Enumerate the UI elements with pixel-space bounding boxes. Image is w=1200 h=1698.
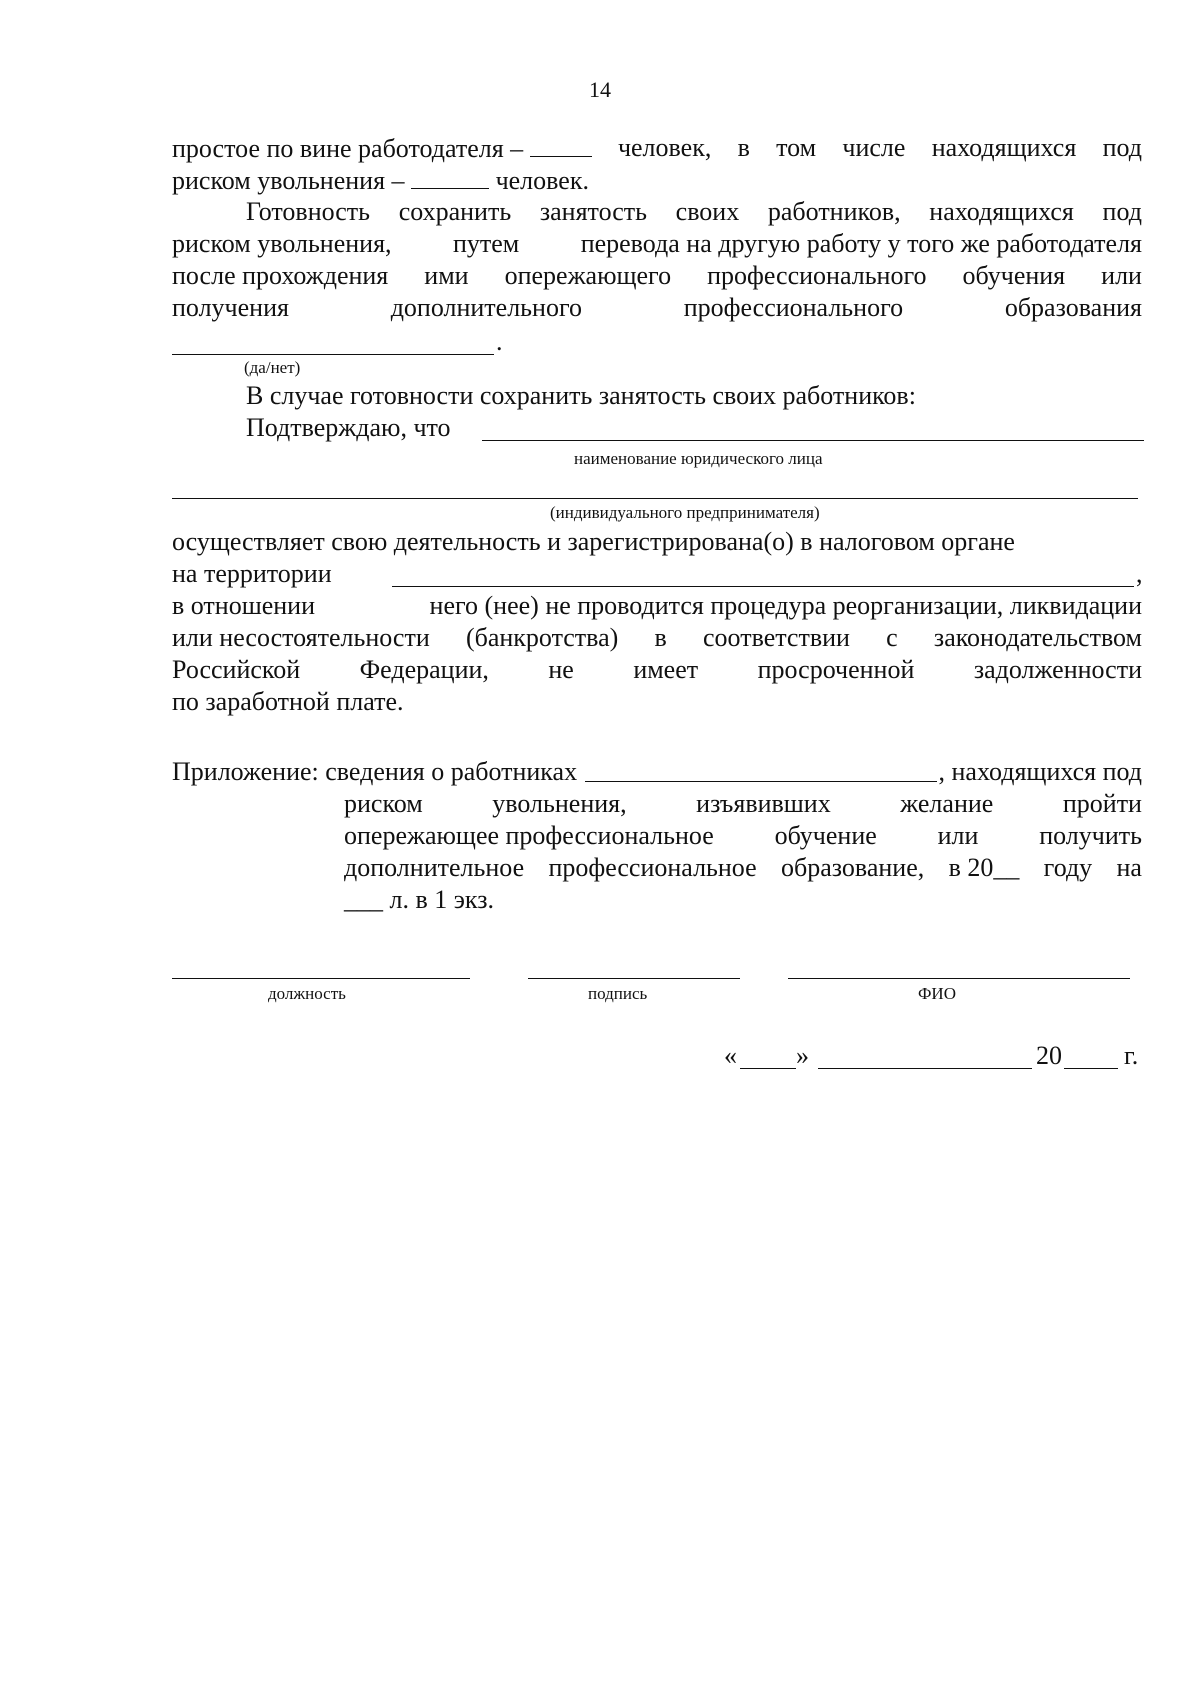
para3-line1: осуществляет свою деятельность и зарегистрирована(о) в налоговом органе (172, 527, 1015, 556)
position-caption: должность (268, 984, 346, 1003)
word: увольнения, (492, 789, 627, 818)
yes-no-field[interactable] (172, 354, 494, 355)
word: соответствии (703, 623, 850, 652)
word: или (937, 821, 979, 850)
appendix-line3 (344, 820, 1142, 852)
period: . (496, 327, 503, 356)
year-prefix: 20 (1036, 1041, 1062, 1070)
word: в 20__ (948, 853, 1020, 882)
word: риском (344, 789, 423, 818)
word: опережающее профессиональное (344, 821, 714, 850)
para2-line2 (172, 228, 1142, 260)
para1-line1 (172, 132, 1142, 165)
word: работников, (767, 197, 901, 226)
downtime-count-field[interactable] (530, 132, 592, 157)
word: на (1116, 853, 1142, 882)
word: просроченной (757, 655, 915, 684)
word: получить (1039, 821, 1142, 850)
para3-line4 (172, 622, 1142, 654)
para2-line3 (172, 260, 1142, 292)
word: или (1101, 261, 1142, 290)
word: сохранить (398, 197, 512, 226)
text-risk: риском увольнения – (172, 166, 405, 195)
para2-line1 (246, 196, 1142, 228)
word: Федерации, (359, 655, 489, 684)
year-field[interactable] (1064, 1068, 1118, 1069)
text: находящихся (931, 133, 1077, 162)
word: задолженности (973, 655, 1142, 684)
risk-count-field[interactable] (411, 164, 489, 189)
signature-caption: подпись (588, 984, 648, 1003)
entrepreneur-field[interactable] (172, 498, 1138, 499)
readiness-intro: В случае готовности сохранить занятость своих работников: (246, 381, 916, 410)
legal-entity-caption: наименование юридического лица (574, 449, 823, 468)
word: дополнительное (344, 853, 525, 882)
year-suffix: г. (1124, 1041, 1139, 1070)
text: человек, (617, 133, 712, 162)
word: образование, (781, 853, 925, 882)
appendix-line4 (344, 852, 1142, 884)
word: профессиональное (548, 853, 757, 882)
word: получения (172, 293, 289, 322)
word: имеет (633, 655, 699, 684)
legal-entity-field[interactable] (482, 440, 1144, 441)
month-field[interactable] (818, 1068, 1032, 1069)
text: в (737, 133, 750, 162)
word: обучения (962, 261, 1066, 290)
fio-field[interactable] (788, 978, 1130, 979)
word: не (548, 655, 574, 684)
word: с (886, 623, 898, 652)
word: в (654, 623, 667, 652)
word: пройти (1062, 789, 1142, 818)
word: риском увольнения, (172, 229, 392, 258)
text: , находящихся под (938, 757, 1142, 786)
word: своих (675, 197, 740, 226)
word: дополнительного (390, 293, 582, 322)
appendix-line1 (172, 756, 1142, 788)
word: после прохождения (172, 261, 389, 290)
text: том (776, 133, 817, 162)
text-downtime: простое по вине работодателя – (172, 134, 524, 163)
date-close-quote: » (796, 1041, 809, 1070)
territory-field[interactable] (392, 586, 1134, 587)
word: профессионального (683, 293, 904, 322)
fio-caption: ФИО (918, 984, 956, 1003)
date-open-quote: « (724, 1041, 737, 1070)
word: под (1102, 197, 1142, 226)
word: занятость (539, 197, 647, 226)
para1-line2 (172, 164, 589, 197)
territory-label: на территории (172, 559, 332, 588)
position-field[interactable] (172, 978, 470, 979)
text: числе (842, 133, 906, 162)
word: образования (1004, 293, 1142, 322)
appendix-line5: ___ л. в 1 экз. (344, 885, 494, 914)
word: (банкротства) (465, 623, 619, 652)
word: желание (900, 789, 994, 818)
word: опережающего (504, 261, 672, 290)
word: Готовность (246, 197, 371, 226)
word: путем (452, 229, 520, 258)
signature-field[interactable] (528, 978, 740, 979)
entrepreneur-caption: (индивидуального предпринимателя) (550, 503, 820, 522)
word: обучение (774, 821, 877, 850)
word: законодательством (933, 623, 1142, 652)
word: профессионального (707, 261, 927, 290)
word: находящихся (929, 197, 1074, 226)
para2-line4 (172, 292, 1142, 324)
text: человек. (495, 166, 589, 195)
employer-name-field[interactable] (585, 781, 936, 782)
confirm-label: Подтверждаю, что (246, 413, 451, 442)
para3-line3 (172, 590, 1142, 622)
page-number: 14 (589, 77, 611, 102)
para3-line6: по заработной плате. (172, 687, 404, 716)
word: ими (424, 261, 469, 290)
appendix-line2 (344, 788, 1142, 820)
yes-no-caption: (да/нет) (244, 358, 301, 377)
text: под (1102, 133, 1142, 162)
para3-line5 (172, 654, 1142, 686)
word: или несостоятельности (172, 623, 430, 652)
word: году (1043, 853, 1093, 882)
day-field[interactable] (740, 1068, 796, 1069)
appendix-label: Приложение: сведения о работниках (172, 757, 578, 786)
comma: , (1136, 559, 1143, 588)
word: Российской (172, 655, 301, 684)
word: изъявивших (696, 789, 831, 818)
word: перевода на другую работу у того же работодателя (580, 229, 1142, 258)
word: него (нее) не проводится процедура реорганизации, ликвидации (429, 591, 1142, 620)
word: в отношении (172, 591, 316, 620)
